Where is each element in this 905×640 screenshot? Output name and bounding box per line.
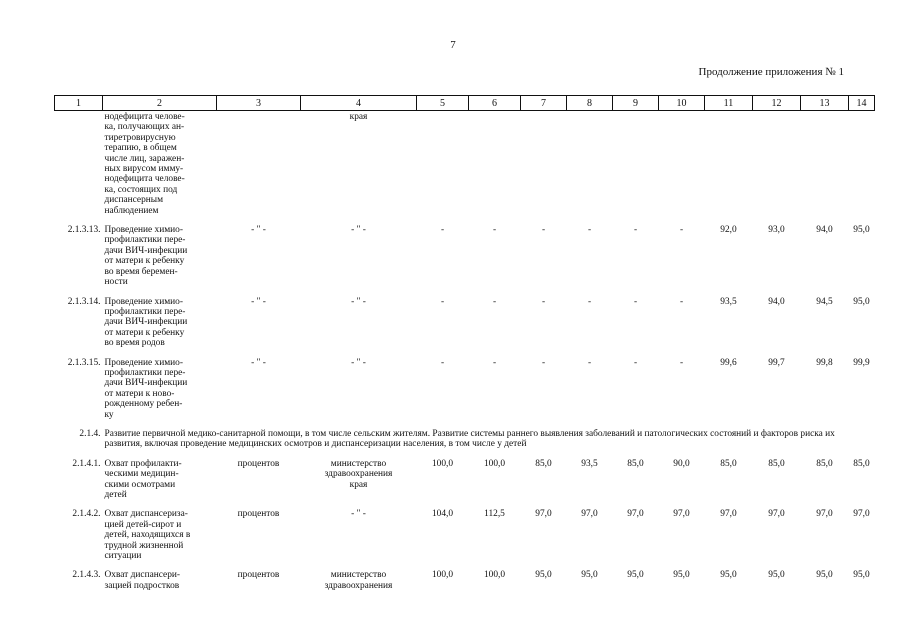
header-cell: 1 [55, 96, 103, 111]
value-cell: 85,0 [768, 458, 785, 469]
row-executor: - " - [351, 296, 366, 307]
value-cell [613, 111, 659, 217]
value-cell: 85,0 [627, 458, 644, 469]
value-cell: 94,0 [768, 296, 785, 307]
value-cell: 93,0 [768, 225, 785, 236]
value-cell: 95,0 [768, 570, 785, 581]
table-row [55, 358, 875, 420]
header-cell: 3 [217, 96, 301, 111]
value-cell [417, 111, 469, 217]
row-unit: процентов [237, 509, 280, 520]
row-executor: - " - [351, 225, 366, 236]
value-cell: 95,0 [535, 570, 552, 581]
value-cell: 95,0 [816, 570, 833, 581]
value-cell: 94,5 [816, 296, 833, 307]
value-cell: 95,0 [627, 570, 644, 581]
value-cell: - [633, 225, 638, 236]
value-cell: 112,5 [484, 509, 505, 520]
value-cell [849, 111, 875, 217]
row-name: Охват профилакти- ческими медицин- скими осмотрами детей [104, 458, 182, 500]
value-cell: - [440, 225, 445, 236]
row-name: Охват диспансериза- цией детей-сирот и детей, находящихся в трудной жизненной ситуации [104, 509, 191, 562]
row-spacer [55, 349, 875, 358]
value-cell: - [587, 357, 592, 368]
value-cell: 99,8 [816, 357, 833, 368]
value-cell: 104,0 [431, 509, 454, 520]
value-cell: 99,7 [768, 357, 785, 368]
value-cell [567, 111, 613, 217]
value-cell: - [679, 357, 684, 368]
value-cell: 85,0 [720, 458, 737, 469]
value-cell: - [633, 296, 638, 307]
row-spacer [55, 420, 875, 429]
value-cell [753, 111, 801, 217]
row-spacer [55, 216, 875, 225]
row-unit [217, 111, 301, 217]
continuation-title: Продолжение приложения № 1 [698, 66, 844, 78]
row-code: 2.1.3.15. [67, 357, 101, 368]
row-code: 2.1.4.3. [72, 570, 101, 581]
table-row [55, 459, 875, 501]
value-cell: 85,0 [535, 458, 552, 469]
row-unit: - " - [251, 357, 266, 368]
value-cell: - [541, 225, 546, 236]
value-cell: 92,0 [720, 225, 737, 236]
value-cell: - [492, 357, 497, 368]
row-unit: процентов [237, 458, 280, 469]
value-cell: - [679, 296, 684, 307]
row-name: Проведение химио- профилактики пере- дачи ВИЧ-инфекции от матери к ново- рожденному ребен- ку [104, 357, 188, 420]
row-code: 2.1.3.14. [67, 296, 101, 307]
value-cell: - [541, 357, 546, 368]
value-cell: 85,0 [853, 458, 870, 469]
row-name: Проведение химио- профилактики пере- дачи ВИЧ-инфекции от матери к ребенку во время родов [104, 296, 188, 349]
row-executor: министерство здравоохранения края [324, 458, 393, 490]
row-executor: - " - [351, 509, 366, 520]
header-cell: 5 [417, 96, 469, 111]
value-cell: 93,5 [720, 296, 737, 307]
header-cell: 6 [469, 96, 521, 111]
row-unit: - " - [251, 296, 266, 307]
value-cell: - [492, 225, 497, 236]
header-cell: 8 [567, 96, 613, 111]
row-code: 2.1.4.1. [72, 458, 101, 469]
row-code [55, 111, 103, 217]
header-cell: 2 [103, 96, 217, 111]
row-name: Охват диспансери- зацией подростков [104, 570, 181, 591]
row-name: нодефицита челове- ка, получающих ан- тиретровирусную терапию, в общем числе лиц, заражен- ных вирусом имму- нодефицита челове- ка, состоящих под диспансерным наблюдением [104, 112, 185, 216]
row-code: 2.1.4.2. [72, 509, 101, 520]
value-cell: 100,0 [483, 570, 506, 581]
row-unit: процентов [237, 570, 280, 581]
header-cell: 13 [801, 96, 849, 111]
value-cell: - [587, 225, 592, 236]
section-row [55, 429, 875, 450]
header-cell: 7 [521, 96, 567, 111]
header-cell: 14 [849, 96, 875, 111]
header-cell: 9 [613, 96, 659, 111]
value-cell: 97,0 [627, 509, 644, 520]
table-row [55, 297, 875, 349]
value-cell: - [440, 296, 445, 307]
value-cell: 97,0 [535, 509, 552, 520]
header-row [55, 96, 875, 111]
page-number: 7 [450, 39, 456, 51]
row-spacer [55, 561, 875, 570]
row-executor: министерство здравоохранения [324, 570, 393, 591]
value-cell: - [679, 225, 684, 236]
value-cell: 94,0 [816, 225, 833, 236]
value-cell: 95,0 [853, 225, 870, 236]
value-cell: - [541, 296, 546, 307]
table-row [55, 570, 875, 591]
value-cell: 97,0 [673, 509, 690, 520]
value-cell [705, 111, 753, 217]
section-code: 2.1.4. [79, 428, 101, 439]
value-cell: 95,0 [720, 570, 737, 581]
value-cell [659, 111, 705, 217]
table-row [55, 111, 875, 217]
section-title: Развитие первичной медико-санитарной помощи, в том числе сельским жителям. Развитие системы раннего выявления заболеваний и патологических состояний и факторов риска их развития, включая проведение медицинских осмотров и диспансеризации населения, в том числе у детей [104, 428, 835, 450]
header-cell: 4 [301, 96, 417, 111]
header-cell: 10 [659, 96, 705, 111]
row-code: 2.1.3.13. [67, 225, 101, 236]
value-cell [469, 111, 521, 217]
header-cell: 11 [705, 96, 753, 111]
row-unit: - " - [251, 225, 266, 236]
row-executor: края [349, 112, 368, 122]
value-cell: 85,0 [816, 458, 833, 469]
value-cell: 97,0 [768, 509, 785, 520]
table-row [55, 509, 875, 561]
row-spacer [55, 500, 875, 509]
value-cell: - [587, 296, 592, 307]
value-cell: 95,0 [853, 570, 870, 581]
value-cell: 97,0 [581, 509, 598, 520]
header-cell: 12 [753, 96, 801, 111]
value-cell: 93,5 [581, 458, 598, 469]
value-cell: 97,0 [720, 509, 737, 520]
value-cell: - [492, 296, 497, 307]
value-cell: 90,0 [673, 458, 690, 469]
value-cell: 99,9 [853, 357, 870, 368]
row-executor: - " - [351, 357, 366, 368]
row-spacer [55, 450, 875, 459]
row-spacer [55, 288, 875, 297]
table-row [55, 225, 875, 287]
value-cell: 95,0 [673, 570, 690, 581]
value-cell: 100,0 [431, 570, 454, 581]
value-cell: 100,0 [483, 458, 506, 469]
value-cell: - [633, 357, 638, 368]
value-cell: 97,0 [853, 509, 870, 520]
value-cell [521, 111, 567, 217]
indicators-table [54, 95, 875, 591]
value-cell: 97,0 [816, 509, 833, 520]
row-name: Проведение химио- профилактики пере- дачи ВИЧ-инфекции от матери к ребенку во время беремен- ности [104, 225, 188, 288]
value-cell [801, 111, 849, 217]
value-cell: 95,0 [581, 570, 598, 581]
value-cell: - [440, 357, 445, 368]
value-cell: 99,6 [720, 357, 737, 368]
value-cell: 95,0 [853, 296, 870, 307]
value-cell: 100,0 [431, 458, 454, 469]
